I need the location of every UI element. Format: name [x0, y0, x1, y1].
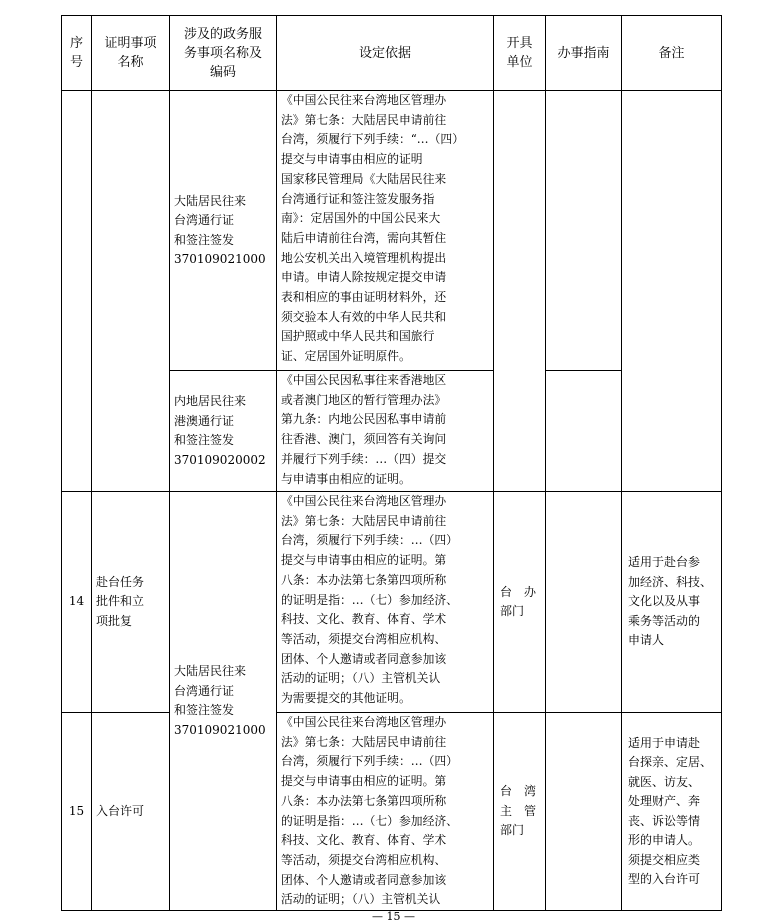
header-item-name: 证明事项 名称	[92, 16, 170, 91]
row-issuer: 台 办 部门	[494, 492, 546, 713]
row-item-name: 入台许可	[92, 713, 170, 911]
table-row	[62, 91, 722, 371]
row-guide	[546, 713, 622, 911]
page-number: — 15 —	[372, 910, 415, 923]
row-basis: 《中国公民往来台湾地区管理办 法》第七条：大陆居民申请前往 台湾，须履行下列手续：…（四） 提交与申请事由相应的证明。第 八条：本办法第七条第四项所称 的证明是指：…（七）参加经济、 科技、文化、教育、体育、学术 等活动，须提交台湾相应机构、 团体、个人邀请或者同意参加该 活动的证明；（八）主管机关认	[277, 713, 494, 911]
row-basis: 《中国公民往来台湾地区管理办 法》第七条：大陆居民申请前往 台湾，须履行下列手续：…（四） 提交与申请事由相应的证明。第 八条：本办法第七条第四项所称 的证明是指：…（七）参加经济、 科技、文化、教育、体育、学术 等活动，须提交台湾相应机构、 团体、个人邀请或者同意参加该 活动的证明；（八）主管机关认 为需要提交的其他证明。	[277, 492, 494, 713]
row-service: 内地居民往来 港澳通行证 和签注签发 370109020002	[170, 371, 277, 492]
row-remark: 适用于赴台参 加经济、科技、 文化以及从事 乘务等活动的 申请人	[622, 492, 722, 713]
row-seq	[62, 91, 92, 492]
row-guide	[546, 91, 622, 371]
table-header-row	[62, 16, 722, 91]
row-service: 大陆居民往来 台湾通行证 和签注签发 370109021000	[170, 492, 277, 911]
row-item-name	[92, 91, 170, 492]
header-guide: 办事指南	[546, 16, 622, 91]
row-guide	[546, 492, 622, 713]
row-remark	[622, 91, 722, 492]
row-service: 大陆居民往来 台湾通行证 和签注签发 370109021000	[170, 91, 277, 371]
table-row	[62, 713, 722, 911]
certificate-items-table	[61, 15, 722, 911]
row-seq: 15	[62, 713, 92, 911]
row-item-name: 赴台任务 批件和立 项批复	[92, 492, 170, 713]
row-basis: 《中国公民往来台湾地区管理办 法》第七条：大陆居民申请前往 台湾，须履行下列手续：“…（四） 提交与申请事由相应的证明 国家移民管理局《大陆居民往来 台湾通行证和签注签发服务指 南》：定居国外的中国公民来大 陆后申请前往台湾，需向其暂住 地公安机关出入境管理机构提出 申请。申请人除按规定提交申请 表和相应的事由证明材料外，还 须交验本人有效的中华人民共和 国护照或中华人民共和国旅行 证、定居国外证明原件。	[277, 91, 494, 371]
header-issuer: 开具 单位	[494, 16, 546, 91]
row-remark: 适用于申请赴 台探亲、定居、 就医、访友、 处理财产、奔 丧、诉讼等情 形的申请人。 须提交相应类 型的入台许可	[622, 713, 722, 911]
row-issuer: 台 湾 主 管 部门	[494, 713, 546, 911]
row-issuer	[494, 91, 546, 492]
header-remark: 备注	[622, 16, 722, 91]
row-guide	[546, 371, 622, 492]
header-basis: 设定依据	[277, 16, 494, 91]
header-seq: 序 号	[62, 16, 92, 91]
header-service: 涉及的政务服 务事项名称及 编码	[170, 16, 277, 91]
table-row	[62, 492, 722, 713]
row-basis: 《中国公民因私事往来香港地区 或者澳门地区的暂行管理办法》 第九条：内地公民因私事申请前 往香港、澳门，须回答有关询问 并履行下列手续：…（四）提交 与申请事由相应的证明。	[277, 371, 494, 492]
row-seq: 14	[62, 492, 92, 713]
